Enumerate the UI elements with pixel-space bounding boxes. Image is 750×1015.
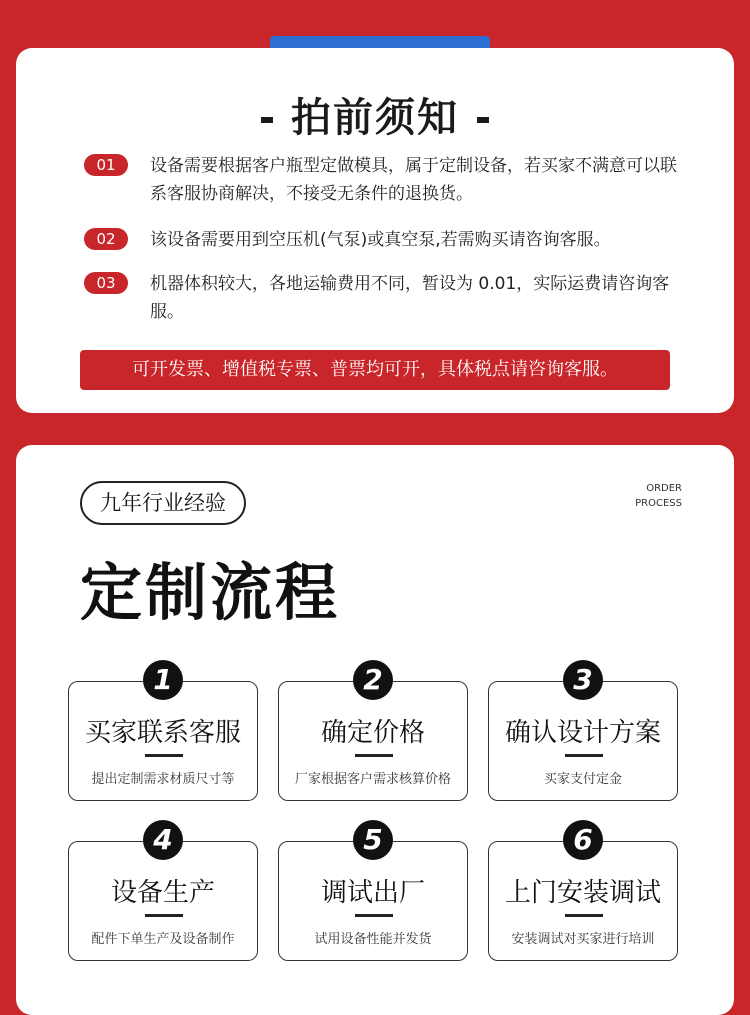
item-number-badge: 01 <box>84 154 128 176</box>
step-title: 设备生产 <box>110 878 215 908</box>
process-title: 定制流程 <box>80 556 341 629</box>
invoice-banner: 可开发票、增值税专票、普票均可开，具体税点请咨询客服。 <box>80 350 670 390</box>
step-number-badge: 5 <box>353 820 393 860</box>
order-label-line: PROCESS <box>635 498 682 509</box>
step-divider <box>355 914 393 917</box>
notice-title-row <box>16 86 734 143</box>
step-description: 试用设备性能并发货 <box>314 932 432 947</box>
step-divider <box>355 754 393 757</box>
step-divider <box>565 754 603 757</box>
title-dash-left <box>261 117 273 123</box>
step-title: 调试出厂 <box>320 878 425 908</box>
step-title: 确认设计方案 <box>504 718 661 748</box>
step-description: 配件下单生产及设备制作 <box>91 932 235 947</box>
step-number-badge: 4 <box>143 820 183 860</box>
item-number-badge: 02 <box>84 228 128 250</box>
step-number-badge: 6 <box>563 820 603 860</box>
step-divider <box>145 754 183 757</box>
step-number-badge: 1 <box>143 660 183 700</box>
notice-title: 拍前须知 <box>291 95 459 141</box>
process-step <box>488 663 678 801</box>
step-description: 提出定制需求材质尺寸等 <box>91 772 235 787</box>
step-description: 买家支付定金 <box>543 772 622 787</box>
experience-badge: 九年行业经验 <box>80 481 246 525</box>
process-step <box>278 663 468 801</box>
step-title: 买家联系客服 <box>84 718 241 748</box>
process-card <box>16 445 734 1015</box>
step-number-badge: 3 <box>563 660 603 700</box>
process-step <box>68 823 258 961</box>
process-step <box>68 663 258 801</box>
step-divider <box>565 914 603 917</box>
step-title: 确定价格 <box>320 718 425 748</box>
title-dash-right <box>477 117 489 123</box>
notice-text: 设备需要根据客户瓶型定做模具，属于定制设备，若买家不满意可以联系客服协商解决，不接受无条件的退换货。 <box>150 156 677 204</box>
notice-card <box>16 48 734 413</box>
step-description: 安装调试对买家进行培训 <box>511 932 655 947</box>
notice-text: 该设备需要用到空压机(气泵)或真空泵,若需购买请咨询客服。 <box>150 230 611 250</box>
process-step <box>488 823 678 961</box>
step-divider <box>145 914 183 917</box>
step-description: 厂家根据客户需求核算价格 <box>294 772 451 787</box>
item-number-badge: 03 <box>84 272 128 294</box>
notice-text: 机器体积较大，各地运输费用不同，暂设为 0.01，实际运费请咨询客服。 <box>150 274 670 322</box>
step-number-badge: 2 <box>353 660 393 700</box>
order-process-label <box>635 481 682 511</box>
order-label-line: ORDER <box>646 483 682 494</box>
step-title: 上门安装调试 <box>504 878 661 908</box>
process-step <box>278 823 468 961</box>
